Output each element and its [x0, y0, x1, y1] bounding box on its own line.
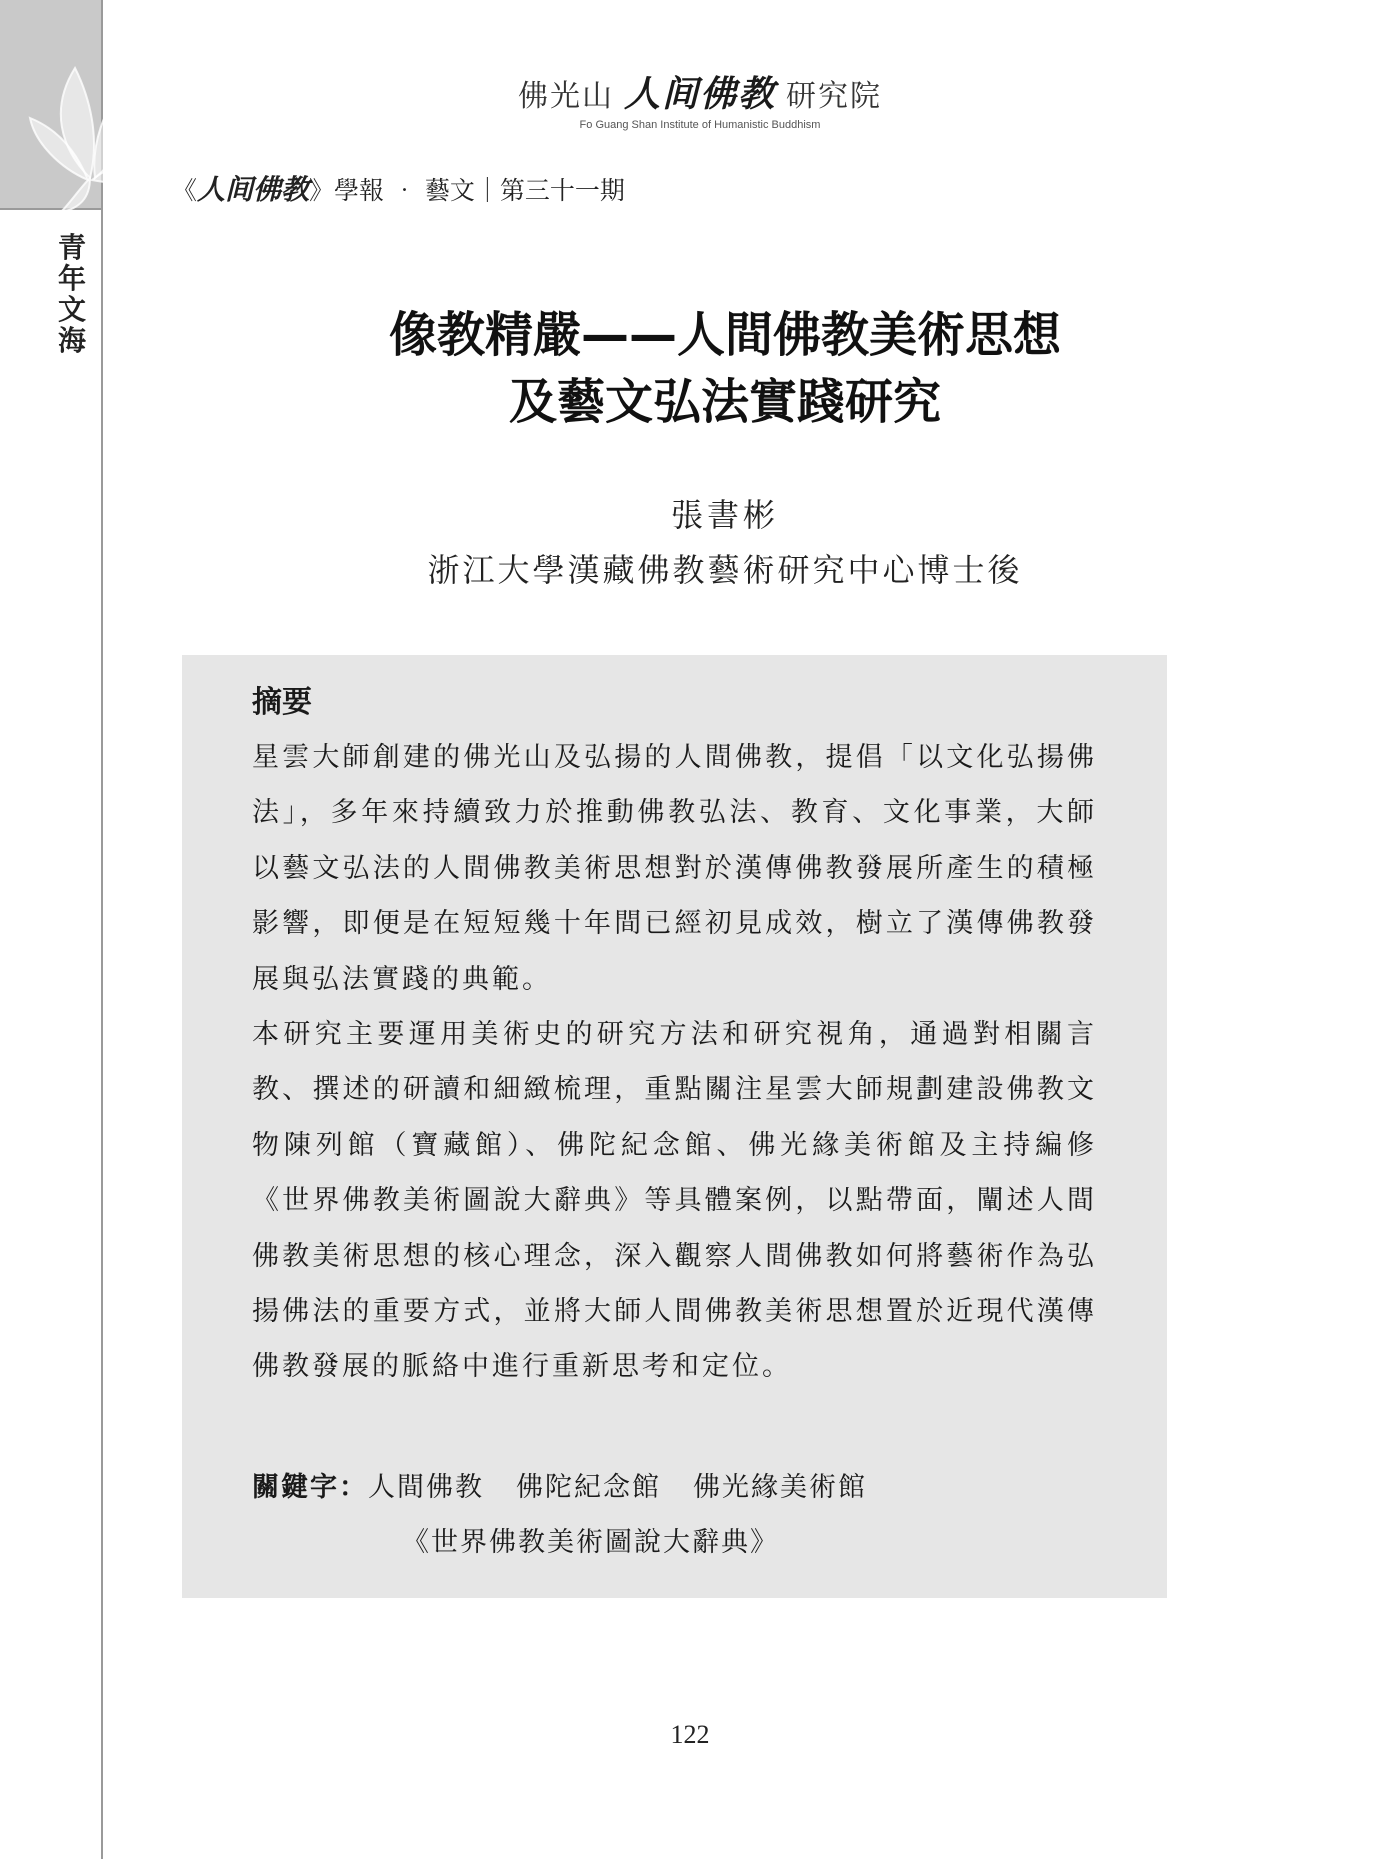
page-number: 122	[670, 1720, 710, 1749]
institute-name	[470, 66, 930, 117]
abstract-paragraph: 星雲大師創建的佛光山及弘揚的人間佛教，提倡「以文化弘揚佛法」，多年來持續致力於推動佛教弘法、教育、文化事業，大師以藝文弘法的人間佛教美術思想對於漢傳佛教發展所產生的積極影響，即便是在短短幾十年間已經初見成效，樹立了漢傳佛教發展與弘法實踐的典範。	[252, 742, 1097, 995]
section-tag-char: 文	[57, 293, 86, 326]
section-tag	[54, 232, 90, 356]
institute-brand: 人间佛教	[623, 73, 776, 115]
margin-rule	[101, 0, 103, 1859]
title-line-2: 及藝文弘法實踐研究	[508, 374, 941, 430]
institute-english-name: Fo Guang Shan Institute of Humanistic Buddhism	[579, 119, 821, 131]
running-head	[172, 168, 625, 208]
section-tag-char: 海	[57, 324, 86, 357]
title-line-1: 像教精嚴——人間佛教美術思想	[388, 307, 1061, 363]
abstract-box	[182, 655, 1167, 1598]
section-tag-char: 年	[57, 262, 86, 295]
keywords-label: 關鍵字：	[252, 1472, 368, 1503]
institute-suffix: 研究院	[786, 79, 882, 114]
section-tag-char: 青	[57, 231, 86, 264]
author-affiliation: 浙江大學漢藏佛教藝術研究中心博士後	[427, 551, 1023, 589]
keyword: 佛光緣美術館	[693, 1472, 867, 1503]
keyword: 佛陀紀念館	[516, 1472, 661, 1503]
institute-prefix: 佛光山	[517, 79, 614, 114]
article-title	[180, 302, 1270, 436]
journal-open-bracket: 《	[172, 176, 198, 205]
abstract-paragraph: 本研究主要運用美術史的研究方法和研究視角，通過對相關言教、撰述的研讀和細緻梳理，重點關注星雲大師規劃建設佛教文物陳列館（寶藏館）、佛陀紀念館、佛光緣美術館及主持編修《世界佛教美術圖說大辭典》等具體案例，以點帶面，闡述人間佛教美術思想的核心理念，深入觀察人間佛教如何將藝術作為弘揚佛法的重要方式，並將大師人間佛教美術思想置於近現代漢傳佛教發展的脈絡中進行重新思考和定位。	[252, 1019, 1097, 1383]
journal-issue: 》學報 ‧ 藝文｜第三十一期	[309, 176, 625, 205]
abstract-body	[252, 730, 1097, 1395]
abstract-heading: 摘要	[252, 685, 312, 720]
keyword: 《世界佛教美術圖說大辭典》	[402, 1527, 779, 1558]
journal-brand: 人间佛教	[197, 173, 310, 206]
author-name: 張書彬	[670, 496, 779, 534]
institute-logo	[470, 66, 930, 131]
keyword: 人間佛教	[368, 1472, 484, 1503]
keywords	[252, 1460, 1097, 1570]
